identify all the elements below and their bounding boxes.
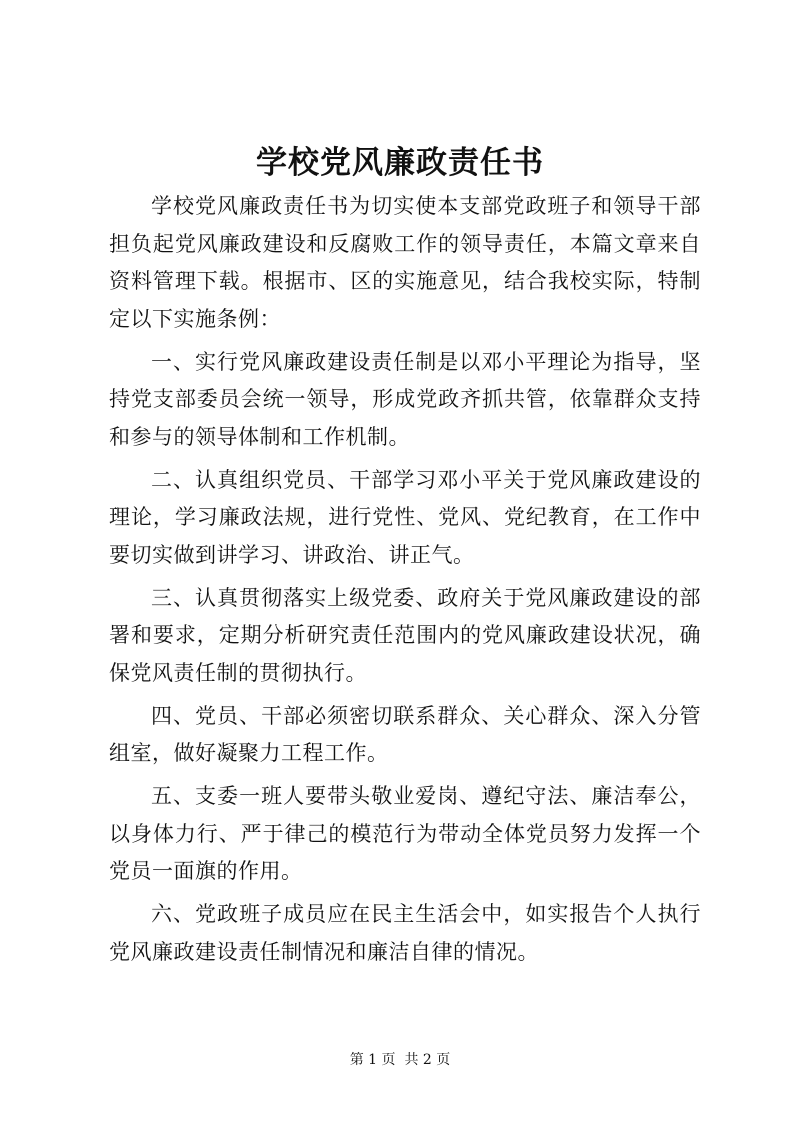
paragraph-item-3: 三、认真贯彻落实上级党委、政府关于党风廉政建设的部署和要求，定期分析研究责任范围内的党风廉政建设状况，确保党风责任制的贯彻执行。 xyxy=(109,585,701,685)
page-footer xyxy=(0,1050,800,1070)
paragraph-item-4: 四、党员、干部必须密切联系群众、关心群众、深入分管组室，做好凝聚力工程工作。 xyxy=(109,703,701,765)
page-number-label: 第 1 页 共 2 页 xyxy=(349,1052,451,1068)
paragraph-intro: 学校党风廉政责任书为切实使本支部党政班子和领导干部担负起党风廉政建设和反腐败工作的领导责任，本篇文章来自资料管理下载。根据市、区的实施意见，结合我校实际，特制定以下实施条例： xyxy=(109,194,701,331)
paragraph-item-1: 一、实行党风廉政建设责任制是以邓小平理论为指导，坚持党支部委员会统一领导，形成党政齐抓共管，依靠群众支持和参与的领导体制和工作机制。 xyxy=(109,349,701,449)
document-title: 学校党风廉政责任书 xyxy=(256,145,544,181)
paragraph-item-2: 二、认真组织党员、干部学习邓小平关于党风廉政建设的理论，学习廉政法规，进行党性、党风、党纪教育，在工作中要切实做到讲学习、讲政治、讲正气。 xyxy=(109,467,701,567)
document-body xyxy=(109,188,701,977)
paragraph-item-5: 五、支委一班人要带头敬业爱岗、遵纪守法、廉洁奉公，以身体力行、严于律己的模范行为带动全体党员努力发挥一个党员一面旗的作用。 xyxy=(109,784,701,883)
paragraph-item-6: 六、党政班子成员应在民主生活会中，如实报告个人执行党风廉政建设责任制情况和廉洁自律的情况。 xyxy=(109,902,701,964)
